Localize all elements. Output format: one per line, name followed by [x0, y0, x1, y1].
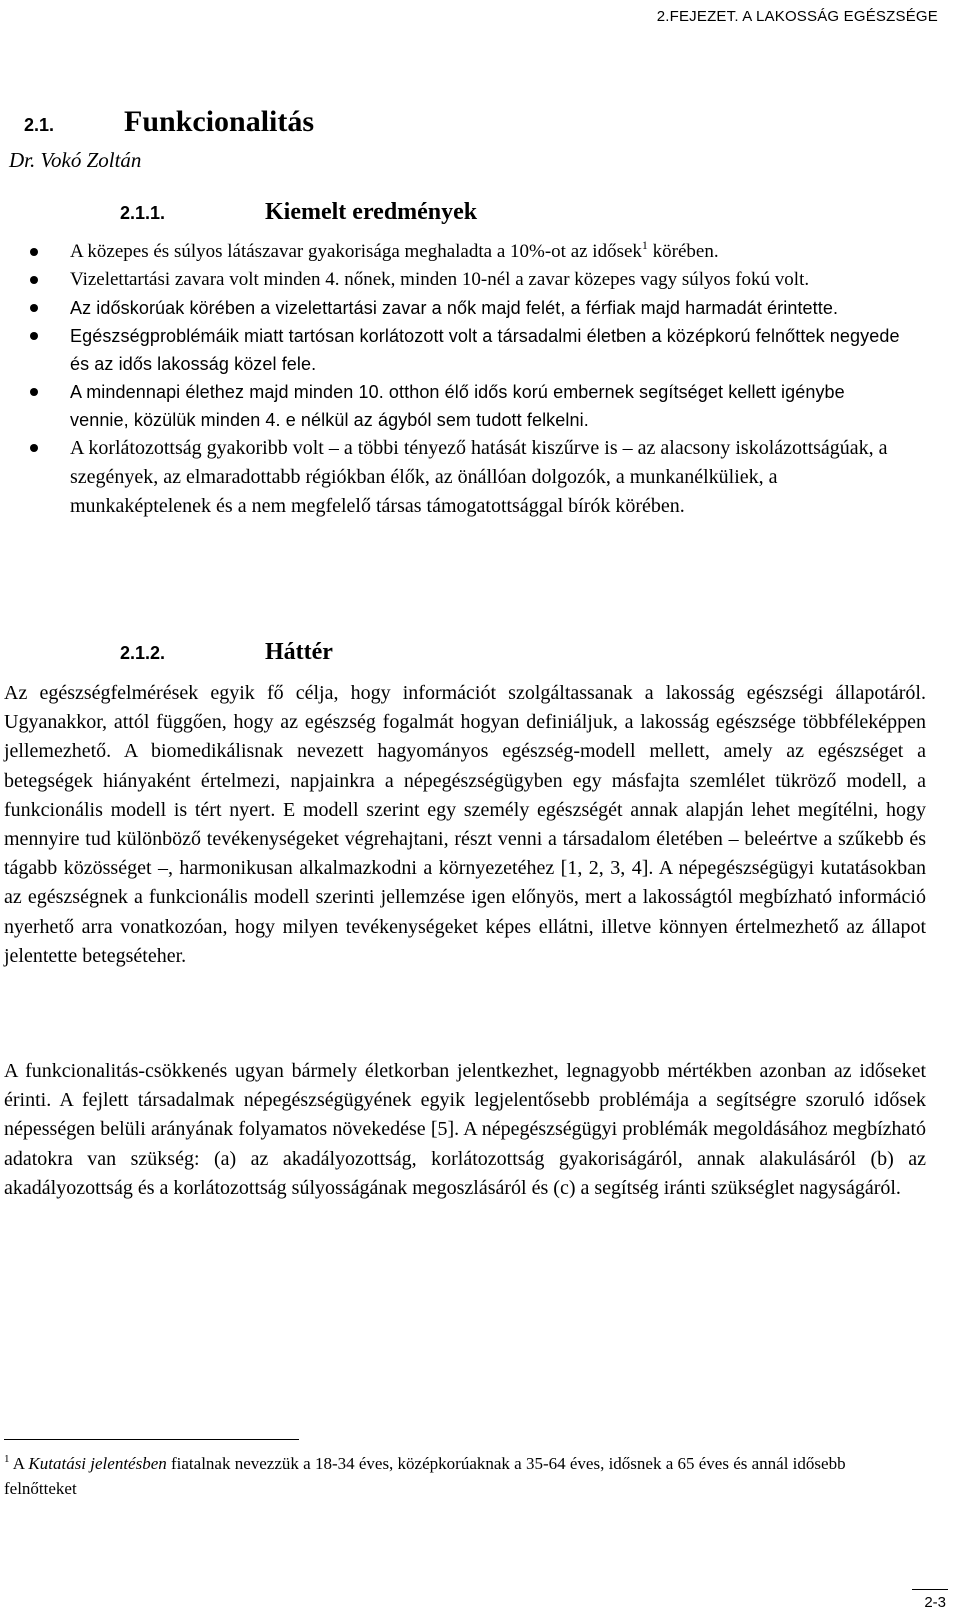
footnote — [4, 1451, 914, 1501]
list-item — [0, 322, 930, 378]
list-item — [0, 434, 930, 521]
key-results-list — [0, 238, 930, 521]
footnote-marker: 1 — [4, 1453, 10, 1465]
list-item-text: Egészségproblémáik miatt tartósan korlátozott volt a társadalmi életben a középkorú felnőttek negyede és az idős lakosság közel fele. — [70, 326, 900, 374]
subsection-number: 2.1.2. — [120, 643, 166, 663]
list-item-text: A korlátozottság gyakoribb volt – a többi tényező hatását kiszűrve is – az alacsony iskolázottságúak, a szegények, az elmaradottabb régiókban élők, az önállóan dolgozók, a munkanélküliek, a munkaképtelenek és a nem megfelelő társas támogatottsággal bírók körében. — [70, 437, 888, 517]
list-item-text: Az időskorúak körében a vizelettartási zavar a nők majd felét, a férfiak majd harmadát érintette. — [70, 298, 839, 318]
author: Dr. Vokó Zoltán — [9, 148, 142, 172]
section-number: 2.1. — [24, 115, 55, 135]
page-number-rule — [912, 1589, 948, 1590]
subsection-number: 2.1.1. — [120, 203, 166, 223]
footnote-text: fiatalnak nevezzük a 18-34 éves, középkorúaknak a 35-64 éves, idősnek a 65 éves és annál idősebb felnőtteket — [4, 1454, 846, 1498]
subsection-heading-1 — [120, 194, 920, 233]
paragraph-functionality: A funkcionalitás-csökkenés ugyan bármely életkorban jelentkezhet, legnagyobb mértékben azonban az időseket érinti. A fejlett társadalmak népegészségügyének egyik legjelentősebb problémája a segítségre szoruló idősek népességen belüli arányának folyamatos növekedése [5]. A népegészségügyi problémák megoldásához megbízható adatokra van szükség: (a) az akadályozottság, korlátozottság gyakoriságáról, annak alakulásáról (b) az akadályozottság és a korlátozottság súlyosságának megoszlásáról és (c) a segítség iránti szükséglet nagyságáról. — [4, 1060, 926, 1199]
section-title: Funkcionalitás — [124, 105, 315, 138]
subsection-title: Háttér — [265, 639, 333, 665]
list-item — [0, 266, 930, 294]
list-item — [0, 238, 930, 266]
footnote-ref[interactable]: 1 — [641, 238, 648, 252]
footnote-text: A — [9, 1454, 29, 1473]
footnote-separator — [4, 1439, 299, 1440]
list-item — [0, 294, 930, 322]
list-item-text: Vizelettartási zavara volt minden 4. nőnek, minden 10-nél a zavar közepes vagy súlyos fokú volt. — [70, 269, 810, 290]
paragraph-background: Az egészségfelmérések egyik fő célja, hogy információt szolgáltassanak a lakosság egészségi állapotáról. Ugyanakkor, attól függően, hogy az egészség fogalmát hogyan definiáljuk, a lakosság egészsége többféleképpen jellemezhető. A biomedikálisnak nevezett hagyományos egészség-modell mellett, amely az egészséget a betegségek hiányaként értelmezi, napjainkra a népegészségügyben egy másfajta szemlélet tükröző modell, a funkcionális modell is tért nyert. E modell szerint egy személy egészségét annak alapján lehet megítélni, hogy mennyire tud különböző tevékenységeket végrehajtani, részt venni a társadalom életében – beleértve a szűkebb és tágabb közösséget –, harmonikusan alkalmazkodni a környezetéhez [1, 2, 3, 4]. A népegészségügyi kutatásokban az egészségnek a funkcionális modell szerinti jellemzése igen előnyös, mert a lakosságtól megbízható információ nyerhető arra vonatkozóan, hogy milyen tevékenységeket képes ellátni, illetve könnyen értelmezhető az állapot jelentette betegséteher. — [4, 682, 926, 967]
page-number: 2-3 — [924, 1594, 946, 1611]
subsection-heading-2 — [120, 634, 920, 673]
list-item-text: körében. — [647, 241, 719, 262]
list-item-text: A közepes és súlyos látászavar gyakorisága meghaladta a 10%-ot az idősek — [70, 241, 642, 262]
section-heading — [24, 100, 924, 149]
running-header: 2.FEJEZET. A LAKOSSÁG EGÉSZSÉGE — [656, 8, 938, 25]
subsection-title: Kiemelt eredmények — [265, 199, 478, 225]
list-item-text: A mindennapi élethez majd minden 10. otthon élő idős korú embernek segítséget kellett igénybe vennie, közülük minden 4. e nélkül az ágyból sem tudott felkelni. — [70, 382, 845, 430]
list-item — [0, 378, 930, 434]
footnote-italic: Kutatási jelentésben — [28, 1454, 167, 1473]
